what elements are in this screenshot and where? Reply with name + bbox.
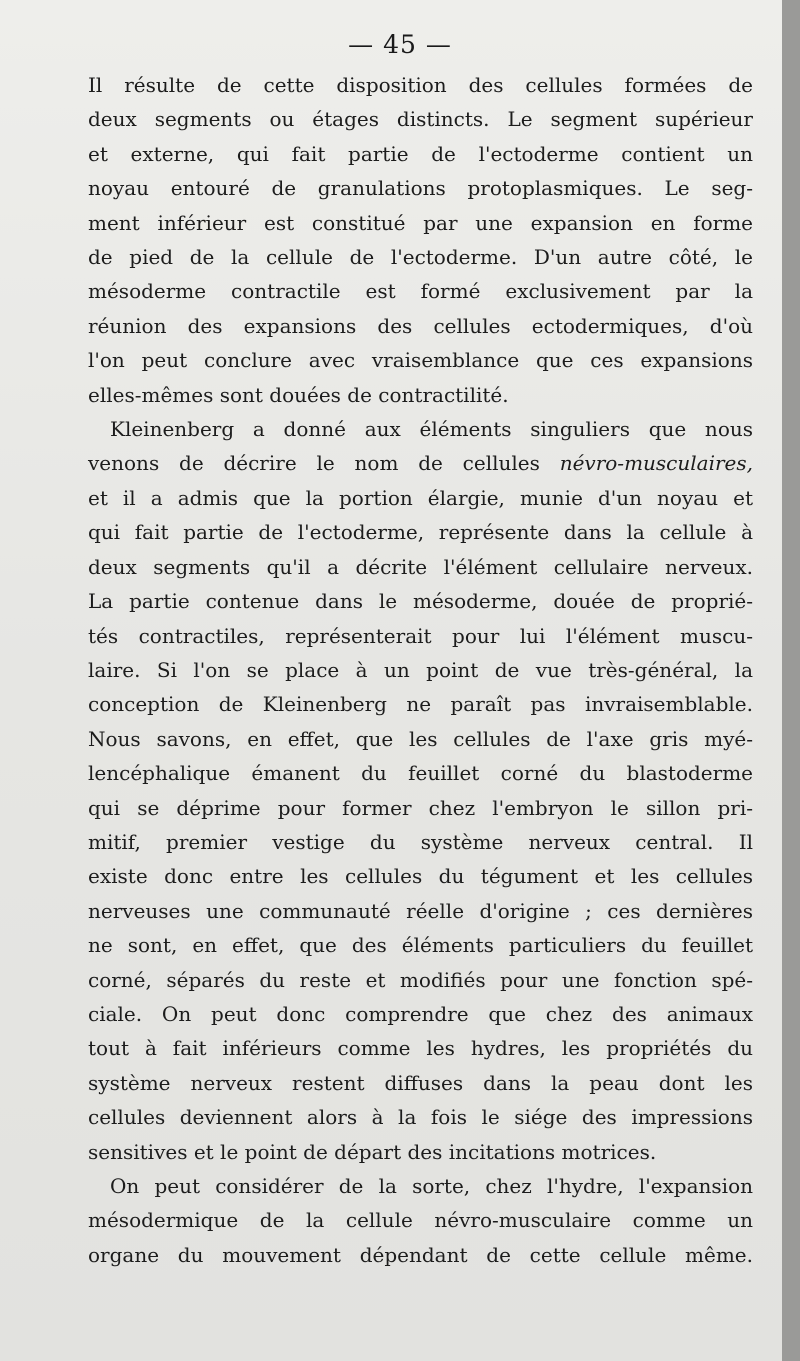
text-line: elles-mêmes sont douées de contractilité. (88, 382, 509, 407)
page-edge-shadow (782, 0, 800, 1361)
text-line: deux segments ou étages distincts. Le segment supérieur (88, 107, 753, 132)
text-line: corné, séparés du reste et modifiés pour une fonction spé- (88, 967, 753, 992)
text-line: qui se déprime pour former chez l'embryon le sillon pri- (88, 795, 753, 820)
text-line: et externe, qui fait partie de l'ectoderme contient un (88, 141, 753, 166)
text-line: organe du mouvement dépendant de cette cellule même. (88, 1242, 753, 1267)
text-line-start: venons de décrire le nom de cellules (88, 451, 560, 476)
paragraph-2 (88, 412, 753, 1169)
text-line: Kleinenberg a donné aux éléments singuliers que nous (110, 417, 753, 442)
text-line: ciale. On peut donc comprendre que chez des animaux (88, 1001, 753, 1026)
text-line: noyau entouré de granulations protoplasmiques. Le seg- (88, 176, 753, 201)
body-text (88, 68, 753, 1272)
paragraph-3 (88, 1169, 753, 1272)
text-line (88, 446, 753, 480)
paragraph-1 (88, 68, 753, 412)
text-line: mésodermique de la cellule névro-musculaire comme un (88, 1208, 753, 1233)
text-line: tout à fait inférieurs comme les hydres, les propriétés du (88, 1036, 753, 1061)
text-line: conception de Kleinenberg ne paraît pas invraisemblable. (88, 692, 753, 717)
text-line: réunion des expansions des cellules ectodermiques, d'où (88, 313, 753, 338)
text-line: Il résulte de cette disposition des cellules formées de (88, 73, 753, 97)
text-line: cellules deviennent alors à la fois le siége des impressions (88, 1105, 753, 1130)
text-line: deux segments qu'il a décrite l'élément cellulaire nerveux. (88, 554, 753, 579)
text-line: qui fait partie de l'ectoderme, représente dans la cellule à (88, 520, 753, 545)
text-line: ne sont, en effet, que des éléments particuliers du feuillet (88, 933, 753, 958)
italic-term: névro-musculaires, (559, 451, 753, 476)
text-line: Nous savons, en effet, que les cellules de l'axe gris myé- (88, 726, 753, 751)
text-line: laire. Si l'on se place à un point de vue très-général, la (88, 657, 753, 682)
text-line: existe donc entre les cellules du tégument et les cellules (88, 864, 753, 889)
text-line: On peut considérer de la sorte, chez l'hydre, l'expansion (110, 1174, 753, 1198)
text-line: La partie contenue dans le mésoderme, douée de proprié- (88, 589, 753, 614)
page-number: — 45 — (348, 30, 452, 59)
text-line: mitif, premier vestige du système nerveux central. Il (88, 829, 753, 854)
text-line: l'on peut conclure avec vraisemblance que ces expansions (88, 348, 753, 373)
text-line: sensitives et le point de départ des incitations motrices. (88, 1139, 657, 1164)
text-line: ment inférieur est constitué par une expansion en forme (88, 210, 753, 235)
text-line: et il a admis que la portion élargie, munie d'un noyau et (88, 485, 753, 510)
text-line: nerveuses une communauté réelle d'origine ; ces dernières (88, 898, 753, 923)
text-line: mésoderme contractile est formé exclusivement par la (88, 279, 753, 304)
text-line: système nerveux restent diffuses dans la peau dont les (88, 1070, 753, 1095)
text-line: de pied de la cellule de l'ectoderme. D'un autre côté, le (88, 245, 753, 270)
text-line: tés contractiles, représenterait pour lui l'élément muscu- (88, 623, 753, 648)
text-line: lencéphalique émanent du feuillet corné du blastoderme (88, 761, 753, 786)
